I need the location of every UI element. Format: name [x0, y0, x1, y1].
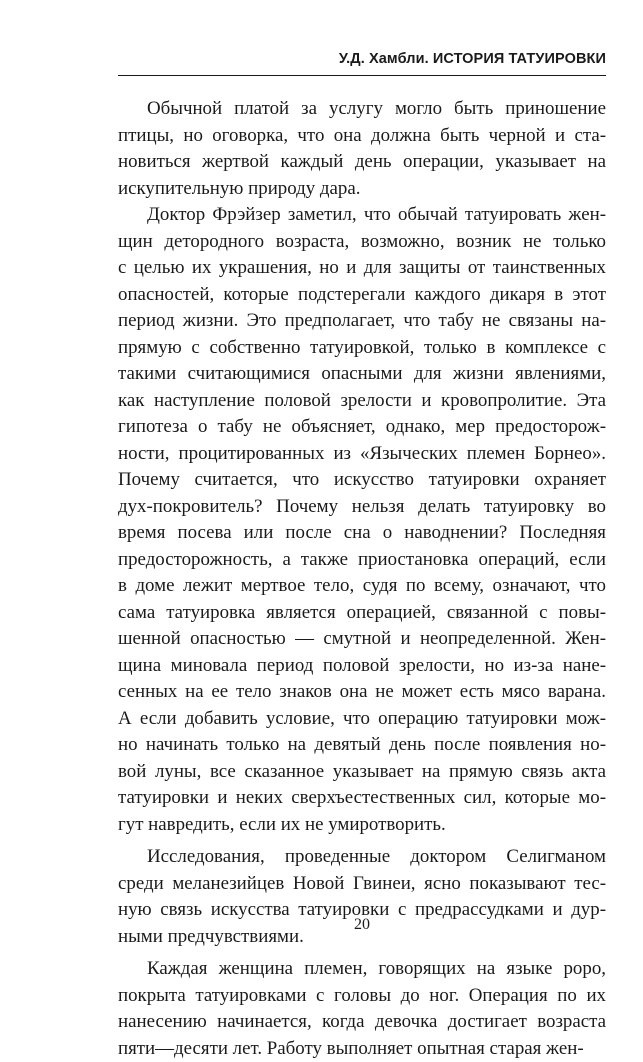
text-line: Каждая женщина племен, говорящих на языке роро,	[118, 956, 606, 983]
paragraph	[118, 956, 606, 1062]
text-line: ности, процитированных из «Языческих племен Борнео».	[118, 441, 606, 468]
text-line: щин детородного возраста, возможно, возник не только	[118, 229, 606, 256]
running-head: У.Д. Хамбли. ИСТОРИЯ ТАТУИРОВКИ	[118, 50, 606, 68]
text-line: Обычной платой за услугу могло быть приношение	[118, 96, 606, 123]
text-line: Почему считается, что искусство татуировки охраняет	[118, 467, 606, 494]
text-line: сама татуировка является операцией, связанной с повы-	[118, 600, 606, 627]
text-line: прямую с собственно татуировкой, только в комплексе с	[118, 335, 606, 362]
paragraph	[118, 96, 606, 202]
text-line: сенных на ее тело знаков она не может есть мясо варана.	[118, 679, 606, 706]
text-line: новиться жертвой каждый день операции, указывает на	[118, 149, 606, 176]
text-line: такими считающимися опасными для жизни явлениями,	[118, 361, 606, 388]
text-line: предосторожность, а также приостановка операций, если	[118, 547, 606, 574]
text-line: ную связь искусства татуировки с предрассудками и дур-	[118, 897, 606, 924]
paragraph	[118, 202, 606, 838]
text-line: но начинать только на девятый день после появления но-	[118, 732, 606, 759]
text-line: ными предчувствиями.	[118, 924, 606, 951]
text-line: дух-покровитель? Почему нельзя делать татуировку во	[118, 494, 606, 521]
text-line: период жизни. Это предполагает, что табу не связаны на-	[118, 308, 606, 335]
text-line: щина миновала период половой зрелости, но из-за нане-	[118, 653, 606, 680]
text-line: в доме лежит мертвое тело, судя по всему, означают, что	[118, 573, 606, 600]
header-rule	[118, 75, 606, 76]
text-line: искупительную природу дара.	[118, 176, 606, 203]
page-number: 20	[118, 915, 606, 935]
text-line: вой луны, все сказанное указывает на прямую связь акта	[118, 759, 606, 786]
text-line: птицы, но оговорка, что она должна быть черной и ста-	[118, 123, 606, 150]
text-line: татуировки и неких сверхъестественных сил, которые мо-	[118, 785, 606, 812]
text-line: пяти—десяти лет. Работу выполняет опытная старая жен-	[118, 1036, 606, 1062]
text-line: Доктор Фрэйзер заметил, что обычай татуировать жен-	[118, 202, 606, 229]
text-line: среди меланезийцев Новой Гвинеи, ясно показывают тес-	[118, 871, 606, 898]
text-line: покрыта татуировками с головы до ног. Операция по их	[118, 983, 606, 1010]
text-line: как наступление половой зрелости и кровопролитие. Эта	[118, 388, 606, 415]
text-line: Исследования, проведенные доктором Селигманом	[118, 844, 606, 871]
text-line: А если добавить условие, что операцию татуировки мож-	[118, 706, 606, 733]
text-line: нанесению начинается, когда девочка достигает возраста	[118, 1009, 606, 1036]
text-line: время посева или после сна о наводнении? Последняя	[118, 520, 606, 547]
text-line: шенной опасностью — смутной и неопределенной. Жен-	[118, 626, 606, 653]
text-line: гут навредить, если их не умиротворить.	[118, 812, 606, 839]
text-line: опасностей, которые подстерегали каждого дикаря в этот	[118, 282, 606, 309]
text-line: гипотеза о табу не объясняет, однако, мер предосторож-	[118, 414, 606, 441]
text-line: с целью их украшения, но и для защиты от таинственных	[118, 255, 606, 282]
